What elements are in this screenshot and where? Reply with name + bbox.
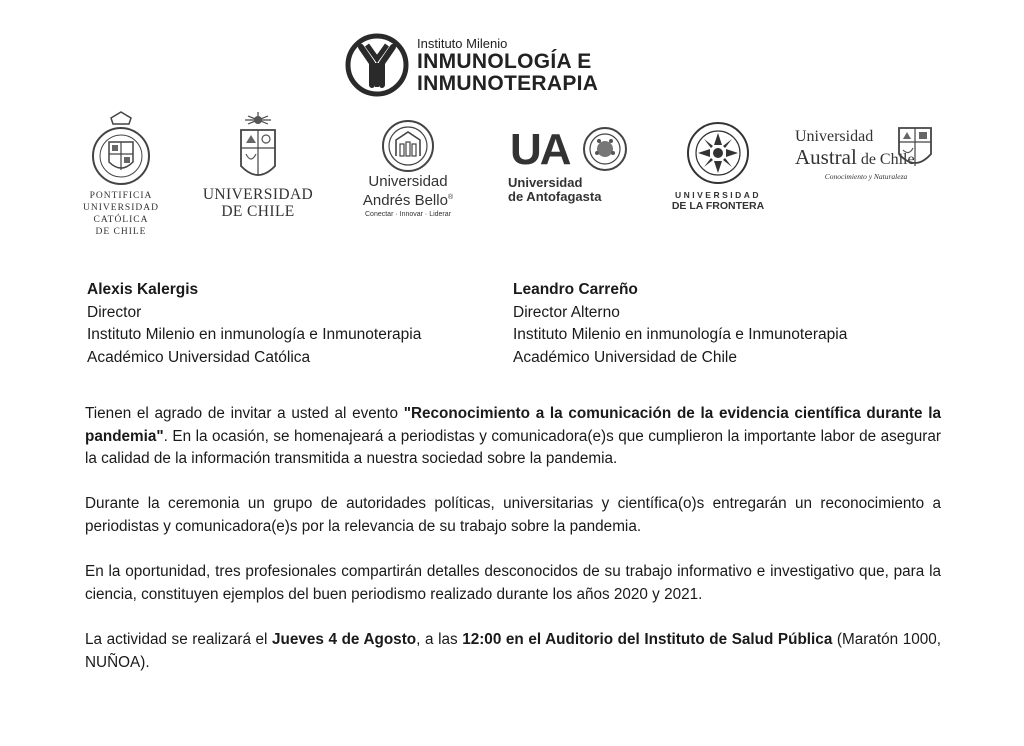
invitation-body [85,403,941,697]
signatory-role: Director [87,303,142,321]
uach-austral: Austral [795,145,857,169]
ufro-line-1: UNIVERSIDAD [674,190,762,200]
logo-ufrontera [664,120,772,212]
p1-text-b: . En la ocasión, se homenajeará a periodistas y comunicadora(e)s que cumplieron la importante labor de asegurar la calidad de la información transmitida a nuestra sociedad sobre la pandemia. [85,427,941,468]
uach-line-1: Universidad [795,128,874,145]
signatory-institute: Instituto Milenio en inmunología e Inmunoterapia [513,326,848,344]
logo-unab [352,118,464,218]
signatory-institute: Instituto Milenio en inmunología e Inmunoterapia [87,326,422,344]
ufro-line-2: DE LA FRONTERA [671,200,765,212]
signatory-name: Alexis Kalergis [87,281,199,298]
logo-uantofagasta [508,124,634,204]
paragraph-invitation [85,403,941,471]
puc-line-3: CATÓLICA [93,215,149,225]
unab-line-2-text: Andrés Bello [362,192,448,209]
unab-line-1: Universidad [368,173,448,190]
logo-uaustral [795,128,937,181]
ua-line-2: de Antofagasta [508,189,602,204]
paragraph-ceremony: Durante la ceremonia un grupo de autoridades políticas, universitarias y científica(o)s entregarán un reconocimiento a periodistas y comunicadora(e)s por la relevancia de su trabajo sobre la pandemia. [85,495,941,535]
event-date: Jueves 4 de Agosto [272,630,417,648]
uach-shield-icon [895,124,935,174]
event-time-venue: 12:00 en el Auditorio del Instituto de Salud Pública [462,630,833,648]
puc-line-4: DE CHILE [95,227,147,237]
ua-seal-icon [582,126,628,172]
unab-registered-mark: ® [447,194,454,201]
unab-tagline: Conectar · Innovar · Liderar [365,211,451,218]
event-title: "Reconocimiento a la comunicación de la evidencia científica durante la pandemia" [85,405,941,445]
puc-line-1: PONTIFICIA [89,191,153,201]
institute-logo-line2: INMUNOTERAPIA [417,72,599,95]
institute-logo-small: Instituto Milenio [417,36,508,51]
ua-line-1: Universidad [508,175,583,190]
logo-puc [78,110,164,238]
puc-crest-icon [89,110,153,190]
institute-logo [345,33,635,99]
uach-de-chile: de Chile [856,151,915,168]
ua-monogram: UA [510,125,570,174]
uchile-shield-icon [233,110,283,186]
unab-emblem-icon [380,118,436,174]
uchile-line-1: UNIVERSIDAD [202,186,314,203]
institute-logo-line1: INMUNOLOGÍA E [417,50,592,73]
p4-text-a: La actividad se realizará el [85,630,273,648]
logo-uchile [200,110,316,220]
signatory-affiliation: Académico Universidad Católica [87,348,311,366]
signatory-director [87,279,421,369]
p4-text-b: , a las [416,630,463,648]
p4-text-c: (Maratón 1000, NUÑOA). [85,630,941,671]
uchile-line-2: DE CHILE [221,203,295,220]
institute-emblem-icon [345,33,409,97]
puc-line-2: UNIVERSIDAD [83,203,159,213]
ufro-seal-icon [685,120,751,186]
p1-text-a: Tienen el agrado de invitar a usted al evento [85,405,404,422]
signatory-name: Leandro Carreño [513,281,638,298]
signatory-role: Director Alterno [513,303,620,321]
paragraph-details [85,629,941,674]
paragraph-opportunity: En la oportunidad, tres profesionales compartirán detalles desconocidos de su trabajo informativo e investigativo que, para la ciencia, constituyen ejemplos del buen periodismo realizado durante los años 2020 y 2021. [85,563,941,603]
unab-line-2 [352,190,464,209]
signatory-affiliation: Académico Universidad de Chile [513,348,738,366]
uach-tagline: Conocimiento y Naturaleza [824,172,908,181]
signatory-alternate-director [513,279,847,369]
